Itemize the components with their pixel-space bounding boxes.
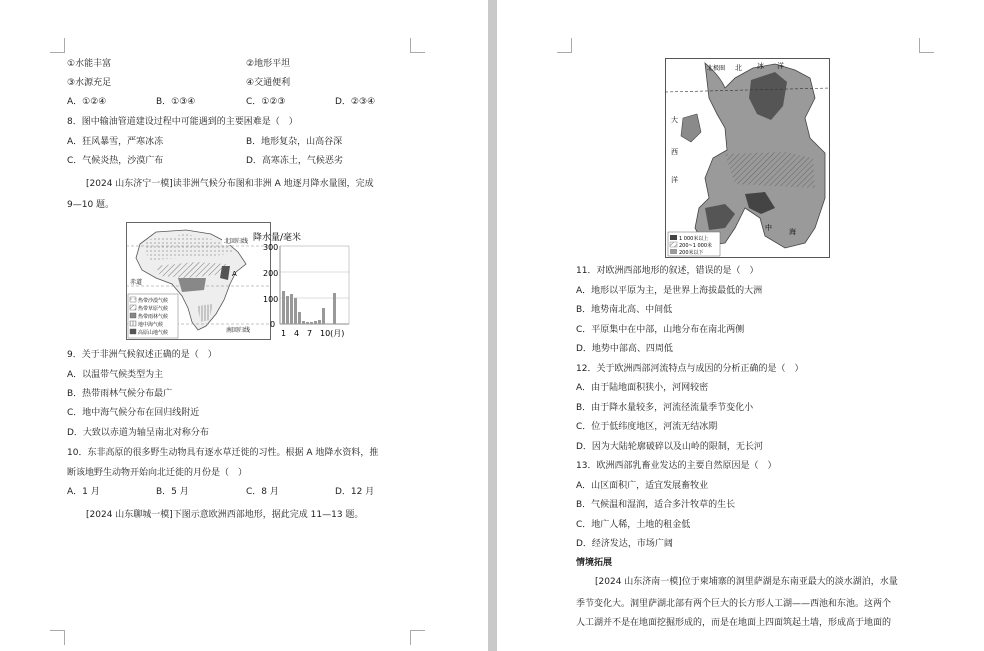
xtick-1: 1 — [281, 329, 287, 338]
arctic-circle-label: 北极圈 — [707, 65, 726, 72]
intro-11-13: [2024 山东聊城一模]下图示意欧洲西部地形，据此完成 11—13 题。 — [86, 510, 364, 520]
q10-stem-cont: 断该地野生动物开始向北迁徙的月份是（ ） — [67, 468, 248, 478]
q10-choice-a: A．1 月 — [67, 487, 100, 497]
africa-climate-map — [126, 222, 271, 340]
document-page-right — [497, 0, 984, 651]
q10-choice-c: C．8 月 — [246, 487, 279, 497]
q9-choice-c: C．地中海气候分布在回归线附近 — [67, 408, 200, 418]
q8-choice-b: B．地形复杂，山高谷深 — [246, 137, 343, 147]
q10-stem: 10．东非高原的很多野生动物具有逐水草迁徙的习性。根据 A 地降水资料，推 — [67, 448, 379, 458]
passage-line: [2024 山东济南一模]位于柬埔寨的洞里萨湖是东南亚最大的淡水湖泊，水量 — [595, 577, 898, 587]
q9-stem: 9．关于非洲气候叙述正确的是（ ） — [67, 350, 217, 360]
q7-choice-c: C．①②③ — [246, 97, 286, 107]
q7-choice-d: D．②③④ — [335, 97, 376, 107]
q10-choice-d: D．12 月 — [335, 487, 375, 497]
ocean-char: 冰 — [757, 62, 764, 70]
q11-choice-a: A．地形以平原为主，是世界上海拔最低的大洲 — [576, 286, 763, 296]
bar-aug — [310, 322, 313, 324]
ocean-char: 洋 — [777, 62, 784, 70]
crop-mark — [50, 38, 65, 53]
tropic-cancer-label: 北回归线 — [224, 238, 249, 245]
q7-choice-a: A．①②④ — [67, 97, 107, 107]
chart-ylabel: 降水量/毫米 — [253, 233, 302, 243]
q13-choice-b: B．气候温和湿润，适合多汁牧草的生长 — [576, 500, 736, 510]
point-a-label: A — [232, 270, 237, 278]
legend-rainforest: 热带雨林气候 — [138, 314, 169, 320]
q8-stem: 8．图中输油管道建设过程中可能遇到的主要困难是（ ） — [67, 117, 298, 127]
legend-mediterranean: 地中海气候 — [138, 322, 164, 328]
bar-jan — [282, 291, 285, 324]
mediterranean-char: 中 — [765, 224, 772, 232]
bar-dec — [333, 293, 336, 324]
bar-jul — [306, 322, 309, 324]
rainforest-region — [178, 278, 206, 292]
q10-choice-b: B．5 月 — [156, 487, 189, 497]
q12-stem: 12．关于欧洲西部河流特点与成因的分析正确的是（ ） — [576, 364, 804, 374]
legend-below-200m: 200米以下 — [679, 250, 704, 256]
q13-choice-a: A．山区面积广，适宜发展畜牧业 — [576, 481, 709, 491]
q11-stem: 11．对欧洲西部地形的叙述，错误的是（ ） — [576, 266, 759, 276]
ytick-300: 300 — [263, 243, 279, 252]
crop-mark — [557, 38, 572, 53]
bar-oct — [318, 320, 321, 324]
ytick-0: 0 — [270, 320, 276, 329]
section-title: 情境拓展 — [576, 558, 613, 568]
ytick-200: 200 — [263, 269, 279, 278]
ocean-char: 北 — [735, 64, 742, 72]
passage-line: 季节变化大。洞里萨湖北部有两个巨大的长方形人工湖——西池和东池。这两个 — [576, 599, 892, 609]
q8-choice-a: A．狂风暴雪，严寒冰冻 — [67, 137, 164, 147]
q9-choice-a: A．以温带气候类型为主 — [67, 370, 164, 380]
ytick-100: 100 — [263, 295, 279, 304]
q8-choice-d: D．高寒冻土，气候恶劣 — [246, 156, 343, 166]
intro-9-10-cont: 9—10 题。 — [67, 200, 115, 210]
bar-mar — [290, 294, 293, 324]
q8-choice-c: C．气候炎热，沙漠广布 — [67, 156, 164, 166]
bar-feb — [286, 296, 289, 324]
page-gap — [488, 0, 497, 651]
crop-mark — [410, 38, 425, 53]
mediterranean-char: 海 — [789, 228, 796, 236]
precipitation-chart — [253, 226, 353, 340]
q7-choice-b: B．①③④ — [156, 97, 196, 107]
bar-sep — [314, 321, 317, 324]
legend-200-1000m: 200~1 000米 — [679, 243, 713, 249]
crop-mark — [410, 630, 425, 645]
atlantic-char: 大 — [671, 116, 678, 124]
intro-9-10: [2024 山东济宁一模]读非洲气候分布图和非洲 A 地逐月降水量图，完成 — [86, 179, 374, 189]
xtick-7: 7 — [307, 329, 313, 338]
equator-label: 赤道 — [130, 279, 143, 286]
legend-desert: 热带沙漠气候 — [138, 298, 169, 304]
option-line: ①水能丰富 — [67, 59, 112, 69]
crop-mark — [919, 38, 934, 53]
q11-choice-c: C．平原集中在中部，山地分布在南北两侧 — [576, 325, 745, 335]
q9-choice-d: D．大致以赤道为轴呈南北对称分布 — [67, 428, 209, 438]
q9-choice-b: B．热带雨林气候分布最广 — [67, 389, 173, 399]
legend-highland: 高原山地气候 — [138, 330, 169, 336]
crop-mark — [50, 630, 65, 645]
q13-stem: 13．欧洲西部乳畜业发达的主要自然原因是（ ） — [576, 461, 777, 471]
bar-apr — [294, 298, 297, 324]
q12-choice-c: C．位于低纬度地区，河流无结冰期 — [576, 422, 718, 432]
option-line: ④交通便利 — [246, 78, 291, 88]
q12-choice-d: D．因为大陆轮廓破碎以及山岭的限制，无长河 — [576, 442, 763, 452]
atlantic-char: 西 — [671, 148, 678, 156]
xtick-4: 4 — [294, 329, 300, 338]
option-line: ③水源充足 — [67, 78, 112, 88]
legend-above-1000m: 1 000米以上 — [679, 236, 709, 242]
q12-choice-b: B．由于降水量较多，河流径流量季节变化小 — [576, 403, 754, 413]
tropic-capricorn-label: 南回归线 — [226, 327, 251, 334]
q13-choice-c: C．地广人稀，土地的租金低 — [576, 520, 691, 530]
option-line: ②地形平坦 — [246, 59, 291, 69]
xtick-10: 10(月) — [320, 329, 345, 338]
q11-choice-d: D．地势中部高、四周低 — [576, 344, 673, 354]
q13-choice-d: D．经济发达，市场广阔 — [576, 539, 673, 549]
bar-jun — [302, 321, 305, 324]
bar-may — [298, 312, 301, 324]
bar-nov — [322, 308, 325, 324]
passage-line: 人工湖并不是在地面挖掘形成的，而是在地面上四面筑起土墙，形成高于地面的 — [576, 618, 892, 628]
atlantic-char: 洋 — [671, 176, 678, 184]
document-page-left — [0, 0, 488, 651]
legend-savanna: 热带草原气候 — [138, 306, 169, 312]
europe-relief-map — [665, 58, 830, 258]
q11-choice-b: B．地势南北高、中间低 — [576, 305, 673, 315]
q12-choice-a: A．由于陆地面积狭小，河网较密 — [576, 383, 709, 393]
